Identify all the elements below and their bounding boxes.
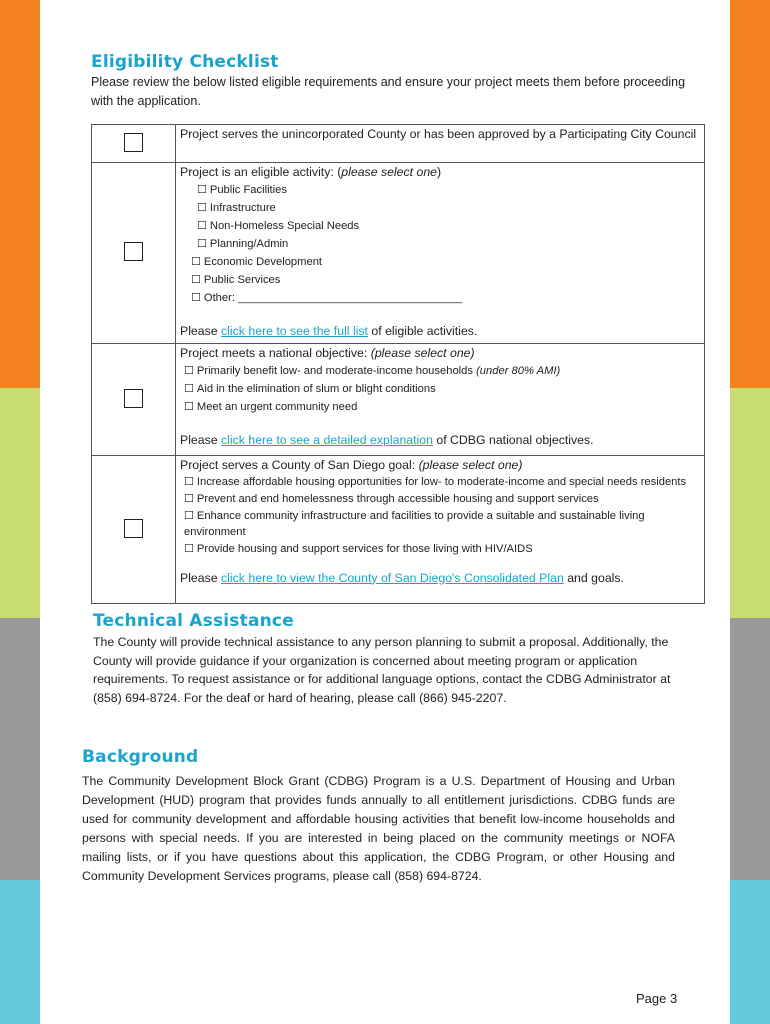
full-list-link[interactable]: click here to see the full list	[221, 323, 368, 338]
right-bar-lime	[730, 388, 770, 618]
checkbox-icon: ☐	[191, 290, 201, 304]
option-label: Provide housing and support services for those living with HIV/AIDS	[196, 542, 533, 555]
option-urgent-need[interactable]	[180, 398, 698, 416]
row-text	[176, 125, 705, 163]
row-title	[180, 345, 698, 362]
row-text	[176, 163, 705, 344]
technical-assistance-text: The County will provide technical assistance to any person planning to submit a proposal. Additionally, the County will provide guidance if your organization is concerned about meeting program or application requirements. To request assistance or for additional language options, contact the CDBG Administrator at (858) 694-8724. For the deaf or hard of hearing, please call (866) 945-2207.	[93, 635, 671, 705]
consolidated-plan-link[interactable]: click here to view the County of San Diego's Consolidated Plan	[221, 570, 564, 585]
row-title-italic: (please select one)	[370, 346, 475, 360]
option-label: Aid in the elimination of slum or blight conditions	[196, 382, 436, 395]
technical-assistance-heading: Technical Assistance	[93, 611, 294, 631]
checkbox-county-goal[interactable]	[124, 519, 143, 538]
option-label: Public Services	[203, 273, 281, 286]
left-bar-lime	[0, 388, 40, 618]
left-bar-orange	[0, 0, 40, 388]
page-number: Page 3	[636, 991, 678, 1006]
option-label: Meet an urgent community need	[196, 400, 358, 413]
row-title-italic: please select one	[341, 165, 438, 179]
row-title-suffix: )	[437, 165, 442, 179]
national-objectives-link[interactable]: click here to see a detailed explanation	[221, 432, 433, 447]
checkbox-cell	[92, 163, 176, 344]
option-label: Economic Development	[203, 255, 323, 268]
checkbox-icon: ☐	[191, 254, 201, 268]
checkbox-icon: ☐	[184, 474, 194, 488]
row-title-prefix: Project serves a County of San Diego goal:	[180, 458, 419, 472]
row-note	[180, 570, 698, 586]
background-heading: Background	[82, 747, 199, 767]
option-label: Prevent and end homelessness through accessible housing and support services	[196, 492, 599, 505]
checkbox-cell	[92, 344, 176, 456]
option-non-homeless[interactable]	[180, 217, 698, 235]
eligibility-table	[91, 124, 705, 604]
eligibility-intro: Please review the below listed eligible requirements and ensure your project meets them before proceeding with the application.	[91, 75, 686, 108]
option-label: Non-Homeless Special Needs	[209, 219, 360, 232]
note-prefix: Please	[180, 432, 222, 447]
row-note	[180, 432, 698, 448]
option-affordable-housing[interactable]	[180, 474, 698, 490]
option-economic-development[interactable]	[180, 253, 698, 271]
note-prefix: Please	[180, 323, 222, 338]
option-planning-admin[interactable]	[180, 235, 698, 253]
row-title-prefix: Project meets a national objective:	[180, 346, 371, 360]
row-title: Project serves the unincorporated County or has been approved by a Participating City Council	[180, 127, 697, 141]
checkbox-icon: ☐	[184, 508, 194, 522]
option-other[interactable]	[180, 289, 698, 307]
background-text: The Community Development Block Grant (CDBG) Program is a U.S. Department of Housing and Urban Development (HUD) program that provides funds annually to all entitlement jurisdictions. CDBG funds are used for community development and affordable housing activities that benefit low-income households and persons with special needs. If you are interested in being placed on the community meetings or NOFA mailing lists, or if you have questions about this application, the CDBG Program, or other Housing and Community Development Services programs, please call (858) 694-8724.	[82, 774, 675, 883]
option-italic: (under 80% AMI)	[476, 364, 561, 377]
checkbox-eligible-activity[interactable]	[124, 242, 143, 261]
checkbox-icon: ☐	[184, 541, 194, 555]
checkbox-national-objective[interactable]	[124, 389, 143, 408]
option-hiv-aids[interactable]	[180, 540, 698, 558]
option-label: Enhance community infrastructure and facilities to provide a suitable and sustainable living environment	[184, 509, 645, 538]
row-title-italic: (please select one)	[418, 458, 523, 472]
right-bar-gray	[730, 618, 770, 880]
note-suffix: and goals.	[563, 570, 624, 585]
note-suffix: of eligible activities.	[367, 323, 478, 338]
option-label: Increase affordable housing opportunities for low- to moderate-income and special needs residents	[196, 475, 687, 488]
checkbox-icon: ☐	[184, 381, 194, 395]
row-text	[176, 344, 705, 456]
option-label: Public Facilities	[209, 183, 287, 196]
checkbox-county[interactable]	[124, 133, 143, 152]
checklist-row	[92, 125, 705, 163]
option-public-facilities[interactable]	[180, 181, 698, 199]
row-text	[176, 456, 705, 604]
note-suffix: of CDBG national objectives.	[432, 432, 594, 447]
checkbox-cell	[92, 125, 176, 163]
option-infrastructure[interactable]	[180, 199, 698, 217]
left-bar-gray	[0, 618, 40, 880]
checklist-row	[92, 163, 705, 344]
option-infrastructure-facilities[interactable]	[180, 508, 698, 540]
row-title	[180, 457, 698, 474]
checkbox-icon: ☐	[184, 363, 194, 377]
option-label: Planning/Admin	[209, 237, 289, 250]
row-title	[180, 164, 698, 181]
option-slum-blight[interactable]	[180, 380, 698, 398]
row-note	[180, 323, 698, 339]
checkbox-cell	[92, 456, 176, 604]
checkbox-icon: ☐	[197, 200, 207, 214]
option-homelessness[interactable]	[180, 490, 698, 508]
checkbox-icon: ☐	[191, 272, 201, 286]
row-title-prefix: Project is an eligible activity: (	[180, 165, 342, 179]
checkbox-icon: ☐	[197, 182, 207, 196]
checkbox-icon: ☐	[197, 236, 207, 250]
right-bar-orange	[730, 0, 770, 388]
eligibility-heading: Eligibility Checklist	[91, 52, 279, 72]
checkbox-icon: ☐	[197, 218, 207, 232]
option-label: Other: ____________________________________	[203, 291, 463, 304]
right-bar-cyan	[730, 880, 770, 1024]
note-prefix: Please	[180, 570, 222, 585]
option-label: Primarily benefit low- and moderate-income households	[196, 364, 477, 377]
checklist-row	[92, 456, 705, 604]
checkbox-icon: ☐	[184, 491, 194, 505]
option-low-moderate-income[interactable]	[180, 362, 698, 380]
option-label: Infrastructure	[209, 201, 276, 214]
option-public-services[interactable]	[180, 271, 698, 289]
checklist-row	[92, 344, 705, 456]
left-bar-cyan	[0, 880, 40, 1024]
checkbox-icon: ☐	[184, 399, 194, 413]
